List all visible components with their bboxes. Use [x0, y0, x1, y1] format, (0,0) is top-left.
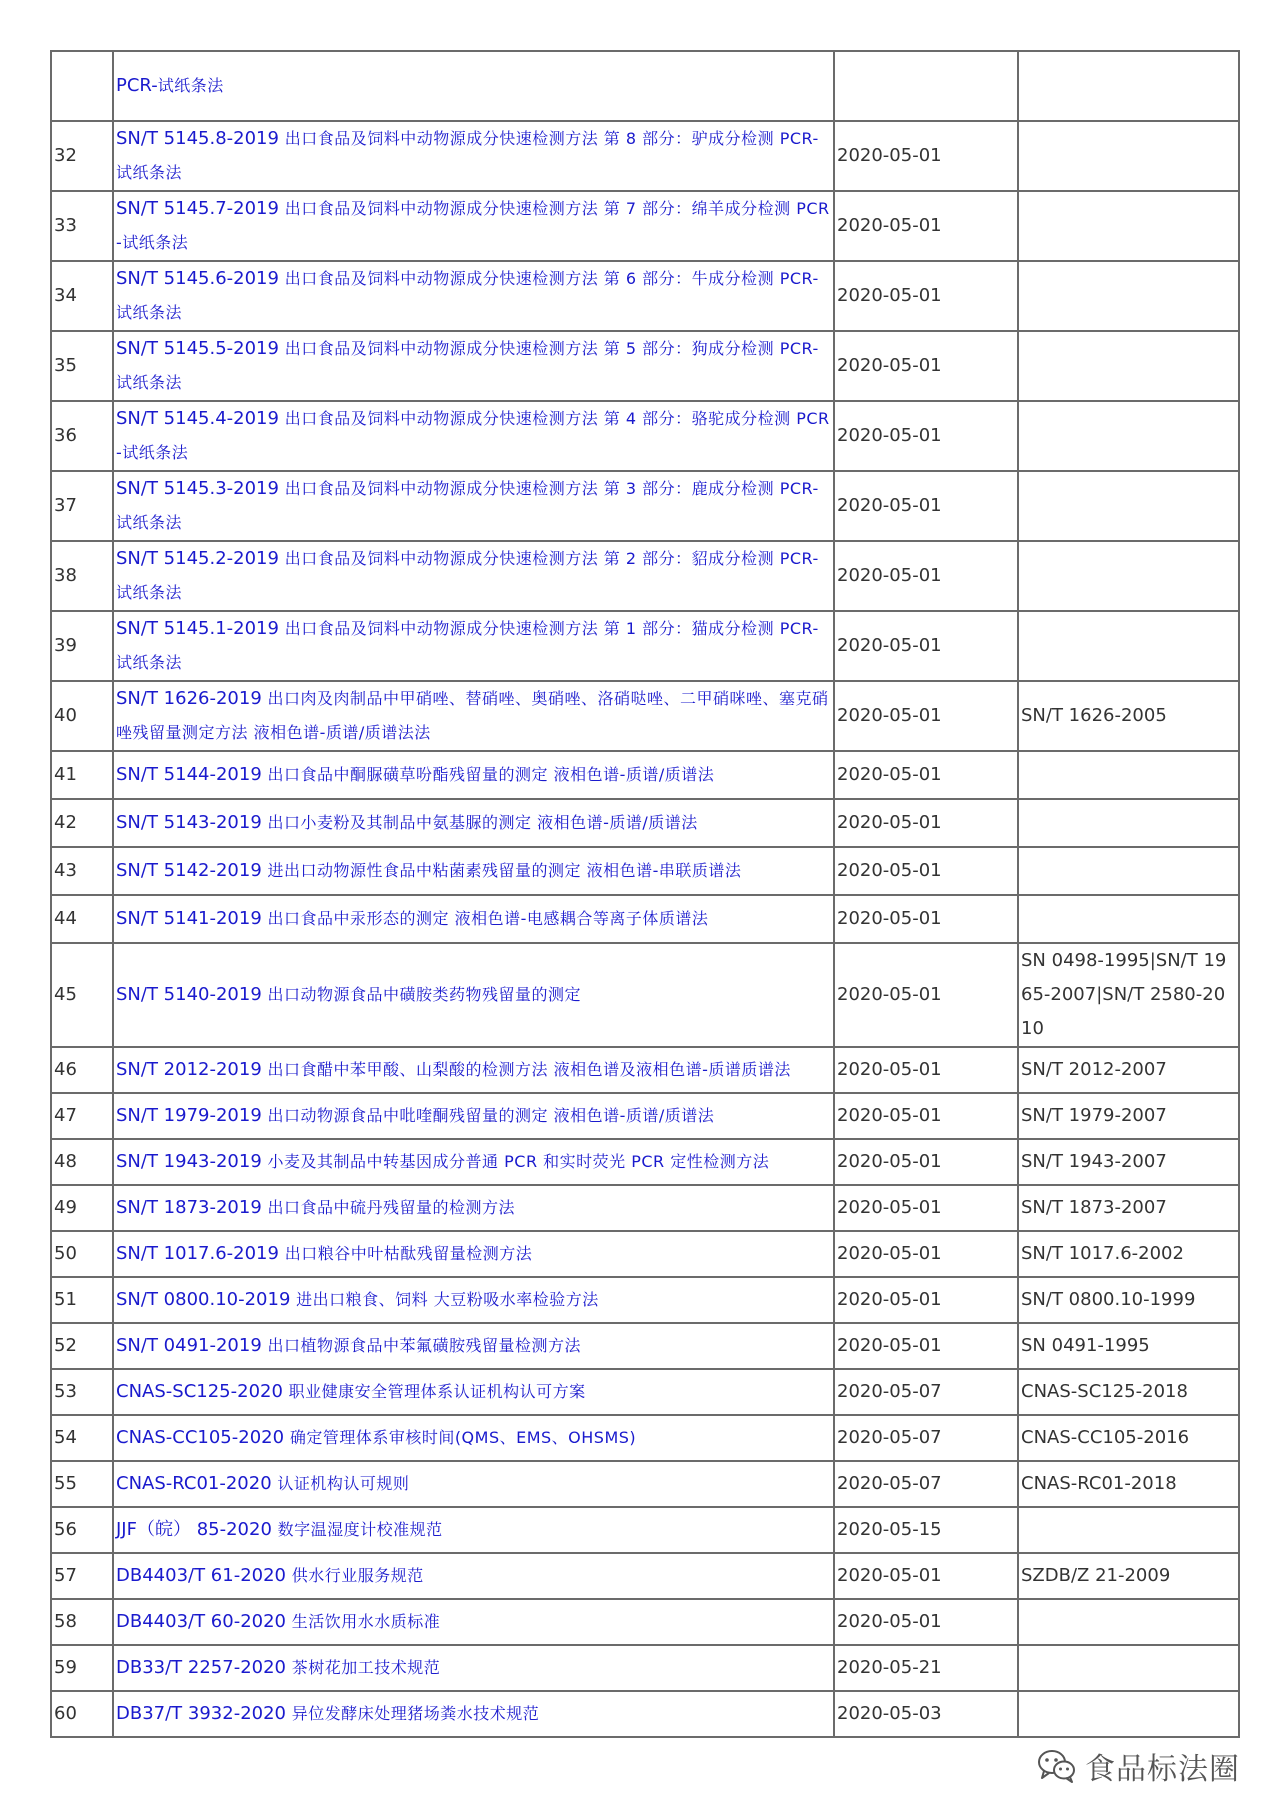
- cell-number: 55: [51, 1461, 113, 1507]
- cell-standard[interactable]: [113, 1415, 834, 1461]
- cell-standard[interactable]: [113, 847, 834, 895]
- standard-name-link[interactable]: 出口动物源食品中磺胺类药物残留量的测定: [267, 985, 582, 1004]
- cell-standard[interactable]: [113, 471, 834, 541]
- standard-code-link[interactable]: SN/T 1626-2019: [116, 688, 262, 709]
- table-row: [51, 51, 1239, 121]
- watermark: [1037, 1744, 1240, 1788]
- cell-standard[interactable]: [113, 1185, 834, 1231]
- table-row: [51, 261, 1239, 331]
- cell-number: 34: [51, 261, 113, 331]
- cell-number: 54: [51, 1415, 113, 1461]
- cell-effective-date: 2020-05-03: [834, 1691, 1018, 1737]
- cell-standard[interactable]: [113, 611, 834, 681]
- table-row: [51, 1599, 1239, 1645]
- cell-standard[interactable]: [113, 121, 834, 191]
- standard-name-link[interactable]: 出口食品中硫丹残留量的检测方法: [267, 1198, 516, 1217]
- cell-effective-date: 2020-05-01: [834, 751, 1018, 799]
- cell-effective-date: 2020-05-01: [834, 1093, 1018, 1139]
- cell-effective-date: 2020-05-01: [834, 121, 1018, 191]
- cell-number: 44: [51, 895, 113, 943]
- standard-code-link[interactable]: SN/T 5143-2019: [116, 812, 262, 833]
- watermark-text: 食品标法圈: [1085, 1752, 1240, 1787]
- cell-replaced-standard: [1018, 471, 1239, 541]
- cell-effective-date: 2020-05-01: [834, 895, 1018, 943]
- cell-number: 43: [51, 847, 113, 895]
- standard-code-link[interactable]: SN/T 1943-2019: [116, 1151, 262, 1172]
- cell-standard[interactable]: [113, 331, 834, 401]
- cell-replaced-standard: [1018, 751, 1239, 799]
- cell-replaced-standard: [1018, 121, 1239, 191]
- cell-effective-date: 2020-05-01: [834, 1277, 1018, 1323]
- standard-code-link[interactable]: SN/T 5141-2019: [116, 908, 262, 929]
- standard-name-link[interactable]: 生活饮用水水质标准: [291, 1612, 441, 1631]
- table-row: [51, 1553, 1239, 1599]
- cell-number: 60: [51, 1691, 113, 1737]
- cell-replaced-standard: SN/T 1943-2007: [1018, 1139, 1239, 1185]
- cell-replaced-standard: SN/T 0800.10-1999: [1018, 1277, 1239, 1323]
- standard-name-link[interactable]: 异位发酵床处理猪场粪水技术规范: [291, 1704, 540, 1723]
- cell-effective-date: 2020-05-01: [834, 261, 1018, 331]
- cell-standard[interactable]: [113, 1645, 834, 1691]
- cell-effective-date: 2020-05-07: [834, 1461, 1018, 1507]
- table-row: [51, 1415, 1239, 1461]
- standard-code-link[interactable]: CNAS-CC105-2020: [116, 1427, 285, 1448]
- standard-code-link[interactable]: DB4403/T 60-2020: [116, 1611, 287, 1632]
- cell-effective-date: 2020-05-01: [834, 943, 1018, 1047]
- standard-code-link[interactable]: SN/T 0800.10-2019: [116, 1289, 291, 1310]
- standard-name-link[interactable]: 出口食品及饲料中动物源成分快速检测方法 第 4 部分：骆驼成分检测 PCR-试纸条法: [116, 409, 830, 462]
- cell-number: 49: [51, 1185, 113, 1231]
- table-row: [51, 681, 1239, 751]
- standard-code-link[interactable]: SN/T 5145.2-2019: [116, 548, 279, 569]
- table-row: [51, 1231, 1239, 1277]
- cell-standard[interactable]: [113, 1277, 834, 1323]
- standard-name-link[interactable]: 出口肉及肉制品中甲硝唑、替硝唑、奥硝唑、洛硝哒唑、二甲硝咪唑、塞克硝唑残留量测定方法 液相色谱-质谱/质谱法法: [116, 689, 829, 742]
- standard-name-link[interactable]: 出口食品及饲料中动物源成分快速检测方法 第 7 部分：绵羊成分检测 PCR-试纸条法: [116, 199, 830, 252]
- cell-replaced-standard: [1018, 51, 1239, 121]
- cell-number: 58: [51, 1599, 113, 1645]
- cell-replaced-standard: [1018, 1599, 1239, 1645]
- standard-name-link[interactable]: 出口食品及饲料中动物源成分快速检测方法 第 6 部分：牛成分检测 PCR-试纸条法: [116, 269, 819, 322]
- cell-effective-date: 2020-05-15: [834, 1507, 1018, 1553]
- cell-standard[interactable]: [113, 1093, 834, 1139]
- cell-number: 36: [51, 401, 113, 471]
- cell-standard[interactable]: [113, 191, 834, 261]
- cell-number: 57: [51, 1553, 113, 1599]
- cell-standard[interactable]: [113, 1507, 834, 1553]
- standard-name-link[interactable]: 出口食品中汞形态的测定 液相色谱-电感耦合等离子体质谱法: [267, 909, 709, 928]
- standard-code-link[interactable]: SN/T 5140-2019: [116, 984, 262, 1005]
- standard-name-link[interactable]: 进出口粮食、饲料 大豆粉吸水率检验方法: [296, 1290, 599, 1309]
- table-row: [51, 1323, 1239, 1369]
- cell-number: 47: [51, 1093, 113, 1139]
- cell-number: 35: [51, 331, 113, 401]
- table-row: [51, 943, 1239, 1047]
- cell-standard[interactable]: [113, 751, 834, 799]
- cell-standard[interactable]: [113, 51, 834, 121]
- cell-replaced-standard: [1018, 847, 1239, 895]
- standard-code-link[interactable]: DB4403/T 61-2020: [116, 1565, 287, 1586]
- cell-replaced-standard: CNAS-CC105-2016: [1018, 1415, 1239, 1461]
- cell-number: 33: [51, 191, 113, 261]
- standard-code-link[interactable]: DB33/T 2257-2020: [116, 1657, 287, 1678]
- cell-effective-date: 2020-05-07: [834, 1369, 1018, 1415]
- cell-effective-date: 2020-05-01: [834, 1185, 1018, 1231]
- cell-standard[interactable]: [113, 1231, 834, 1277]
- cell-standard[interactable]: [113, 1691, 834, 1737]
- cell-replaced-standard: CNAS-RC01-2018: [1018, 1461, 1239, 1507]
- standard-code-link[interactable]: SN/T 5145.4-2019: [116, 408, 279, 429]
- standard-name-link[interactable]: 出口动物源食品中吡喹酮残留量的测定 液相色谱-质谱/质谱法: [267, 1106, 715, 1125]
- cell-effective-date: 2020-05-01: [834, 541, 1018, 611]
- cell-number: 41: [51, 751, 113, 799]
- cell-standard[interactable]: [113, 1599, 834, 1645]
- cell-standard[interactable]: [113, 1461, 834, 1507]
- standard-code-link[interactable]: JJF（皖） 85-2020: [116, 1519, 272, 1540]
- cell-replaced-standard: SN/T 1626-2005: [1018, 681, 1239, 751]
- table-row: [51, 471, 1239, 541]
- cell-number: 53: [51, 1369, 113, 1415]
- cell-effective-date: [834, 51, 1018, 121]
- cell-standard[interactable]: [113, 541, 834, 611]
- standard-code-link[interactable]: SN/T 5145.1-2019: [116, 618, 279, 639]
- cell-replaced-standard: SN/T 2012-2007: [1018, 1047, 1239, 1093]
- cell-replaced-standard: SN 0491-1995: [1018, 1323, 1239, 1369]
- cell-number: 56: [51, 1507, 113, 1553]
- standard-code-link[interactable]: SN/T 5145.3-2019: [116, 478, 279, 499]
- cell-replaced-standard: CNAS-SC125-2018: [1018, 1369, 1239, 1415]
- standard-code-link[interactable]: SN/T 5145.5-2019: [116, 338, 279, 359]
- standard-code-link[interactable]: SN/T 0491-2019: [116, 1335, 262, 1356]
- cell-number: 37: [51, 471, 113, 541]
- cell-replaced-standard: SZDB/Z 21-2009: [1018, 1553, 1239, 1599]
- cell-standard[interactable]: [113, 261, 834, 331]
- cell-standard[interactable]: [113, 799, 834, 847]
- cell-effective-date: 2020-05-01: [834, 1047, 1018, 1093]
- table-row: [51, 1461, 1239, 1507]
- cell-effective-date: 2020-05-01: [834, 191, 1018, 261]
- standard-name-link[interactable]: 试纸条法: [157, 76, 224, 95]
- table-row: [51, 895, 1239, 943]
- standard-code-link[interactable]: PCR-: [116, 75, 158, 96]
- table-row: [51, 541, 1239, 611]
- cell-replaced-standard: [1018, 1507, 1239, 1553]
- table-row: [51, 1369, 1239, 1415]
- standards-table-body: [51, 51, 1239, 1737]
- cell-effective-date: 2020-05-01: [834, 1139, 1018, 1185]
- cell-number: 42: [51, 799, 113, 847]
- standard-name-link[interactable]: 出口食品中酮脲磺草吩酯残留量的测定 液相色谱-质谱/质谱法: [267, 765, 715, 784]
- cell-number: 51: [51, 1277, 113, 1323]
- cell-standard[interactable]: [113, 1369, 834, 1415]
- cell-standard[interactable]: [113, 681, 834, 751]
- cell-replaced-standard: [1018, 261, 1239, 331]
- standard-name-link[interactable]: 出口植物源食品中苯氟磺胺残留量检测方法: [267, 1336, 582, 1355]
- cell-effective-date: 2020-05-21: [834, 1645, 1018, 1691]
- table-row: [51, 1277, 1239, 1323]
- cell-standard[interactable]: [113, 1323, 834, 1369]
- table-row: [51, 847, 1239, 895]
- table-row: [51, 799, 1239, 847]
- standard-name-link[interactable]: 出口食品及饲料中动物源成分快速检测方法 第 8 部分：驴成分检测 PCR-试纸条法: [116, 129, 819, 182]
- cell-number: 48: [51, 1139, 113, 1185]
- standard-name-link[interactable]: 进出口动物源性食品中粘菌素残留量的测定 液相色谱-串联质谱法: [267, 861, 742, 880]
- standard-code-link[interactable]: SN/T 5145.7-2019: [116, 198, 279, 219]
- table-row: [51, 1645, 1239, 1691]
- cell-replaced-standard: [1018, 611, 1239, 681]
- standard-name-link[interactable]: 供水行业服务规范: [291, 1566, 424, 1585]
- standard-code-link[interactable]: SN/T 1017.6-2019: [116, 1243, 279, 1264]
- cell-replaced-standard: [1018, 1645, 1239, 1691]
- standard-name-link[interactable]: 认证机构认可规则: [277, 1474, 410, 1493]
- cell-number: 52: [51, 1323, 113, 1369]
- standard-code-link[interactable]: DB37/T 3932-2020: [116, 1703, 287, 1724]
- standards-table: [50, 50, 1240, 1738]
- standard-name-link[interactable]: 出口食品及饲料中动物源成分快速检测方法 第 3 部分：鹿成分检测 PCR-试纸条法: [116, 479, 819, 532]
- standard-name-link[interactable]: 出口食醋中苯甲酸、山梨酸的检测方法 液相色谱及液相色谱-质谱质谱法: [267, 1060, 791, 1079]
- cell-standard[interactable]: [113, 1047, 834, 1093]
- cell-replaced-standard: [1018, 799, 1239, 847]
- cell-number: [51, 51, 113, 121]
- standard-name-link[interactable]: 出口食品及饲料中动物源成分快速检测方法 第 5 部分：狗成分检测 PCR-试纸条法: [116, 339, 819, 392]
- cell-effective-date: 2020-05-01: [834, 401, 1018, 471]
- cell-effective-date: 2020-05-01: [834, 1231, 1018, 1277]
- standard-name-link[interactable]: 确定管理体系审核时间(QMS、EMS、OHSMS): [289, 1428, 637, 1447]
- cell-effective-date: 2020-05-01: [834, 611, 1018, 681]
- table-row: [51, 1093, 1239, 1139]
- table-row: [51, 191, 1239, 261]
- cell-number: 45: [51, 943, 113, 1047]
- standard-code-link[interactable]: SN/T 1873-2019: [116, 1197, 262, 1218]
- standard-name-link[interactable]: 出口粮谷中叶枯酞残留量检测方法: [284, 1244, 533, 1263]
- standard-code-link[interactable]: SN/T 5145.8-2019: [116, 128, 279, 149]
- table-row: [51, 121, 1239, 191]
- cell-number: 59: [51, 1645, 113, 1691]
- cell-effective-date: 2020-05-01: [834, 1599, 1018, 1645]
- cell-replaced-standard: SN 0498-1995|SN/T 1965-2007|SN/T 2580-2010: [1018, 943, 1239, 1047]
- cell-standard[interactable]: [113, 1553, 834, 1599]
- cell-effective-date: 2020-05-01: [834, 847, 1018, 895]
- cell-number: 40: [51, 681, 113, 751]
- wechat-icon: [1037, 1748, 1077, 1784]
- cell-number: 46: [51, 1047, 113, 1093]
- cell-effective-date: 2020-05-01: [834, 681, 1018, 751]
- cell-replaced-standard: [1018, 541, 1239, 611]
- standard-name-link[interactable]: 出口食品及饲料中动物源成分快速检测方法 第 1 部分：猫成分检测 PCR-试纸条法: [116, 619, 819, 672]
- table-row: [51, 401, 1239, 471]
- table-row: [51, 1185, 1239, 1231]
- cell-number: 38: [51, 541, 113, 611]
- cell-replaced-standard: [1018, 191, 1239, 261]
- cell-effective-date: 2020-05-01: [834, 471, 1018, 541]
- cell-replaced-standard: [1018, 331, 1239, 401]
- standard-name-link[interactable]: 出口食品及饲料中动物源成分快速检测方法 第 2 部分：貂成分检测 PCR-试纸条法: [116, 549, 819, 602]
- table-row: [51, 1507, 1239, 1553]
- cell-standard[interactable]: [113, 943, 834, 1047]
- table-row: [51, 1047, 1239, 1093]
- standard-name-link[interactable]: 数字温湿度计校准规范: [277, 1520, 443, 1539]
- table-row: [51, 751, 1239, 799]
- cell-standard[interactable]: [113, 401, 834, 471]
- cell-replaced-standard: [1018, 895, 1239, 943]
- standard-code-link[interactable]: SN/T 5142-2019: [116, 860, 262, 881]
- cell-replaced-standard: [1018, 401, 1239, 471]
- standard-code-link[interactable]: SN/T 2012-2019: [116, 1059, 262, 1080]
- standard-name-link[interactable]: 茶树花加工技术规范: [291, 1658, 441, 1677]
- standard-name-link[interactable]: 小麦及其制品中转基因成分普通 PCR 和实时荧光 PCR 定性检测方法: [267, 1152, 770, 1171]
- standard-code-link[interactable]: SN/T 1979-2019: [116, 1105, 262, 1126]
- table-row: [51, 331, 1239, 401]
- standard-name-link[interactable]: 出口小麦粉及其制品中氨基脲的测定 液相色谱-质谱/质谱法: [267, 813, 698, 832]
- cell-number: 50: [51, 1231, 113, 1277]
- cell-number: 32: [51, 121, 113, 191]
- table-row: [51, 1691, 1239, 1737]
- cell-replaced-standard: [1018, 1691, 1239, 1737]
- cell-effective-date: 2020-05-01: [834, 1323, 1018, 1369]
- cell-replaced-standard: SN/T 1017.6-2002: [1018, 1231, 1239, 1277]
- table-row: [51, 1139, 1239, 1185]
- cell-effective-date: 2020-05-01: [834, 1553, 1018, 1599]
- cell-effective-date: 2020-05-01: [834, 331, 1018, 401]
- standard-code-link[interactable]: SN/T 5144-2019: [116, 764, 262, 785]
- standard-code-link[interactable]: CNAS-SC125-2020: [116, 1381, 283, 1402]
- standard-code-link[interactable]: SN/T 5145.6-2019: [116, 268, 279, 289]
- cell-standard[interactable]: [113, 1139, 834, 1185]
- cell-number: 39: [51, 611, 113, 681]
- cell-effective-date: 2020-05-01: [834, 799, 1018, 847]
- table-row: [51, 611, 1239, 681]
- cell-replaced-standard: SN/T 1873-2007: [1018, 1185, 1239, 1231]
- cell-effective-date: 2020-05-07: [834, 1415, 1018, 1461]
- cell-standard[interactable]: [113, 895, 834, 943]
- standard-code-link[interactable]: CNAS-RC01-2020: [116, 1473, 272, 1494]
- standard-name-link[interactable]: 职业健康安全管理体系认证机构认可方案: [288, 1382, 586, 1401]
- cell-replaced-standard: SN/T 1979-2007: [1018, 1093, 1239, 1139]
